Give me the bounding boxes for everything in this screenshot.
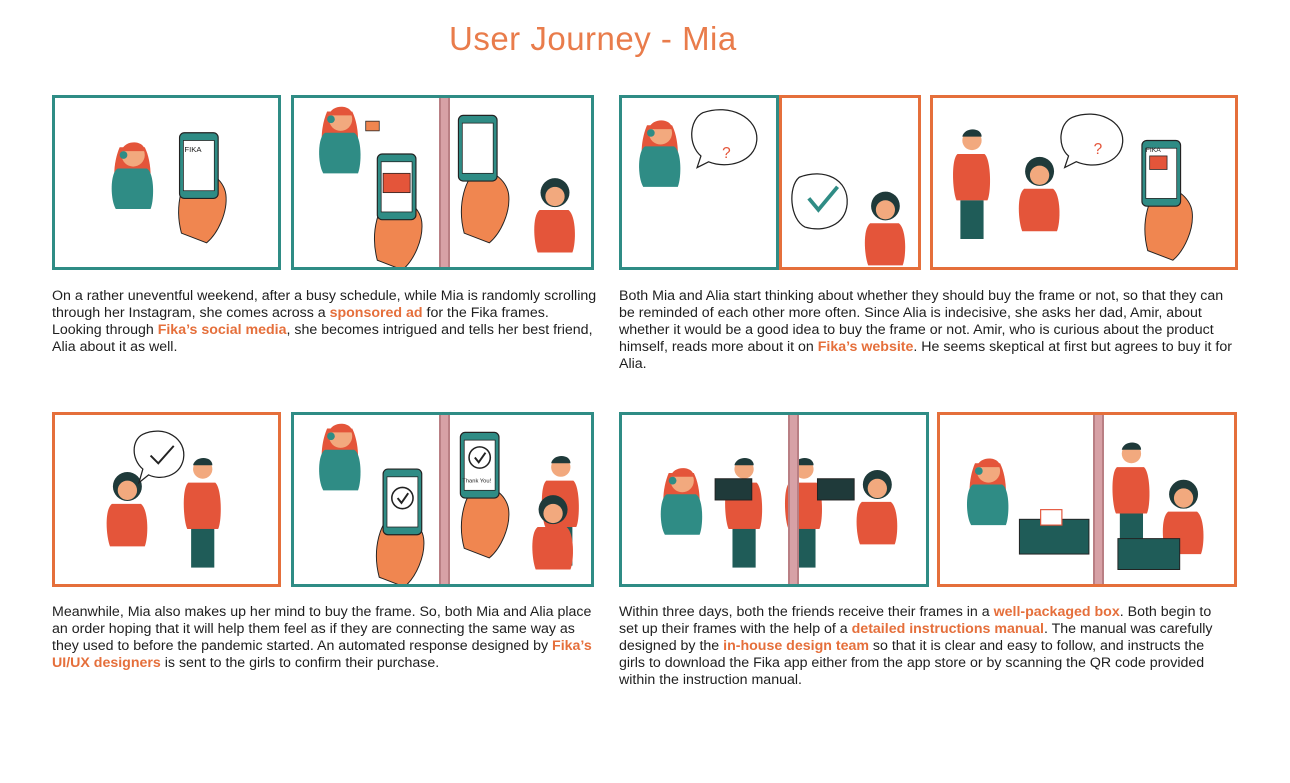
page-title: User Journey - Mia — [449, 20, 737, 57]
scene-description: Both Mia and Alia start thinking about whether they should buy the frame or not, so that they can be reminded of each other more often. Since Alia is indecisive, she asks her dad, Amir, about whether it would be a good idea to buy the frame or not. Amir, who is curious about the product himself, reads more about it on Fika’s website. He seems skeptical at first but agrees to buy it for Alia. — [619, 288, 1232, 372]
frame-divider — [788, 415, 799, 584]
scene-illustration — [782, 98, 918, 267]
svg-text:?: ? — [1093, 141, 1103, 159]
svg-text:?: ? — [722, 144, 731, 162]
svg-text:FIKA: FIKA — [184, 145, 202, 155]
storyboard-frame — [619, 95, 779, 270]
scene-description: Meanwhile, Mia also makes up her mind to buy the frame. So, both Mia and Alia place an order hoping that it will help them feel as if they are connecting the same way as they used to before the pandemic started. An automated response designed by Fika’s UI/UX designers is sent to the girls to confirm their purchase. — [52, 604, 592, 671]
storyboard-frame — [937, 412, 1237, 587]
frame-divider — [439, 98, 450, 267]
scene-illustration — [55, 98, 278, 267]
highlight-sponsored-ad: sponsored ad — [329, 304, 423, 321]
highlight-design-team: in-house design team — [723, 637, 869, 654]
scene-illustration — [622, 415, 926, 584]
frame-divider — [1093, 415, 1104, 584]
storyboard-frame — [52, 95, 281, 270]
storyboard-frame — [779, 95, 921, 270]
highlight-social-media: Fika’s social media — [157, 321, 287, 338]
frame-divider — [439, 415, 450, 584]
scene-description: Within three days, both the friends receive their frames in a well-packaged box. Both begin to set up their frames with the help of a detailed instructions manual. The manual was carefully designed by the in-house design team so that it is clear and easy to follow, and instructs the girls to download the Fika app either from the app store or by scanning the QR code provided within the instruction manual. — [619, 604, 1213, 688]
storyboard-frame — [291, 95, 594, 270]
storyboard-frame — [619, 412, 929, 587]
highlight-website: Fika’s website — [817, 338, 914, 355]
scene-illustration — [622, 98, 776, 267]
storyboard-frame — [291, 412, 594, 587]
scene-description: On a rather uneventful weekend, after a busy schedule, while Mia is randomly scrolling through her Instagram, she comes across a sponsored ad for the Fika frames. Looking through Fika’s social media, she becomes intrigued and tells her best friend, Alia about it as well. — [52, 288, 597, 355]
svg-text:Thank You!: Thank You! — [462, 478, 492, 485]
storyboard-frame — [930, 95, 1238, 270]
highlight-manual: detailed instructions manual — [851, 620, 1044, 637]
scene-illustration — [55, 415, 278, 584]
scene-illustration — [940, 415, 1234, 584]
highlight-designers: Fika’s UI/UX designers — [52, 637, 592, 671]
highlight-packaged-box: well-packaged box — [993, 604, 1120, 620]
storyboard-frame — [52, 412, 281, 587]
scene-illustration — [933, 98, 1235, 267]
svg-text:FIKA: FIKA — [1145, 147, 1161, 155]
